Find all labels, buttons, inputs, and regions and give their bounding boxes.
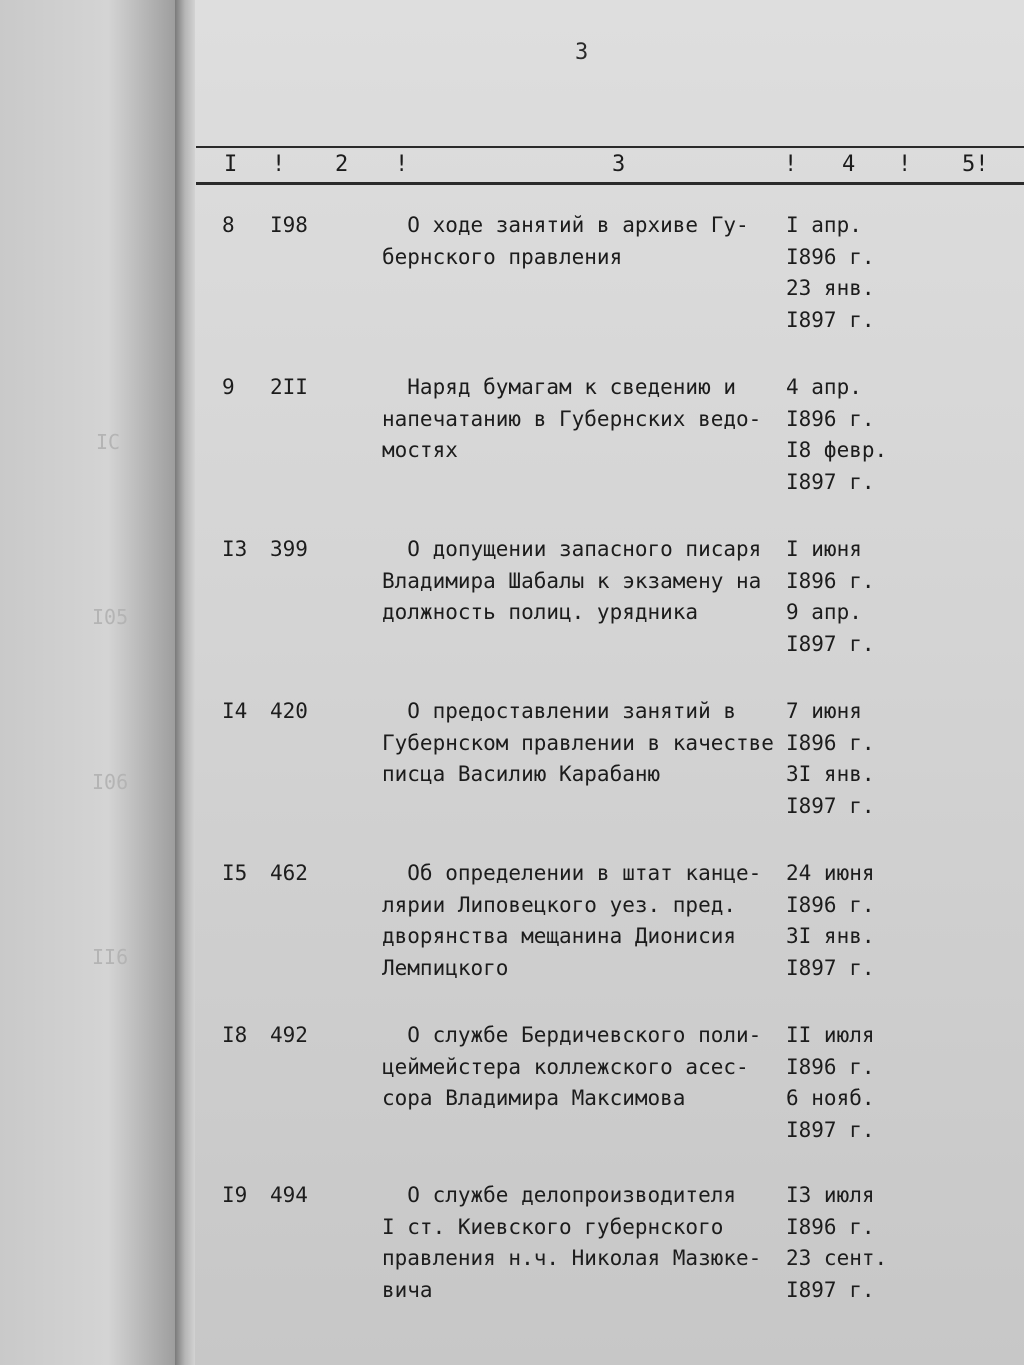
file-title [382, 210, 792, 273]
date-line: I897 г. [786, 469, 875, 494]
file-dates [786, 696, 916, 822]
row-number: 9 [222, 375, 235, 399]
file-number: 2II [270, 375, 308, 399]
row-number: I4 [222, 699, 248, 723]
date-line: I апр. [786, 213, 862, 237]
date-line: 24 июня [786, 861, 875, 885]
date-line: I897 г. [786, 631, 875, 656]
date-line: 7 июня [786, 699, 862, 723]
date-line: I897 г. [786, 1117, 875, 1142]
file-title-line: правления н.ч. Николая Мазюке- [382, 1246, 762, 1270]
row-number: 8 [222, 213, 235, 237]
date-line: I896 г. [786, 244, 875, 269]
header-col-4: 4 [842, 152, 856, 177]
file-title-line: напечатанию в Губернских ведо- [382, 406, 762, 431]
book-gutter [175, 0, 197, 1365]
file-title-line: лярии Липовецкого уез. пред. [382, 892, 737, 917]
date-line: I897 г. [786, 793, 875, 818]
file-number: 462 [270, 861, 308, 885]
date-line: I896 г. [786, 568, 875, 593]
file-title [382, 696, 792, 791]
date-line: I897 г. [786, 1277, 875, 1302]
date-line: 9 апр. [786, 600, 862, 624]
file-dates [786, 372, 916, 498]
file-title-line: О службе делопроизводителя [382, 1183, 737, 1207]
file-number: I98 [270, 213, 308, 237]
date-line: 3I янв. [786, 762, 875, 786]
row-number: I9 [222, 1183, 248, 1207]
date-line: I897 г. [786, 307, 875, 332]
file-title-line: Губернском правлении в качестве [382, 730, 774, 755]
file-dates [786, 210, 916, 336]
header-separator: ! [784, 152, 798, 177]
file-title-line: I ст. Киевского губернского [382, 1214, 724, 1239]
file-title-line: О службе Бердичевского поли- [382, 1023, 762, 1047]
header-col-2: 2 [335, 152, 349, 177]
date-line: I896 г. [786, 1054, 875, 1079]
file-title [382, 1020, 792, 1115]
document-page [195, 0, 1024, 1365]
file-title [382, 372, 792, 467]
left-page-ghost-mark: I06 [92, 770, 129, 794]
file-title-line: О предоставлении занятий в [382, 699, 737, 723]
file-number: 492 [270, 1023, 308, 1047]
date-line: 23 сент. [786, 1246, 888, 1270]
date-line: I896 г. [786, 730, 875, 755]
file-title-line: Наряд бумагам к сведению и [382, 375, 737, 399]
left-page-ghost-mark: II6 [92, 945, 129, 969]
file-dates [786, 534, 916, 660]
date-line: 23 янв. [786, 276, 875, 300]
date-line: 3I янв. [786, 924, 875, 948]
file-title-line: писца Василию Карабаню [382, 762, 661, 786]
file-title-line: дворянства мещанина Дионисия [382, 924, 737, 948]
file-title-line: О ходе занятий в архиве Гу- [382, 213, 749, 237]
file-title-line: Лемпицкого [382, 955, 509, 980]
file-number: 420 [270, 699, 308, 723]
page-number: 3 [575, 40, 589, 65]
row-number: I5 [222, 861, 248, 885]
header-separator: ! [395, 152, 409, 177]
header-top-rule [196, 146, 1024, 148]
file-title-line: цеймейстера коллежского асес- [382, 1054, 749, 1079]
file-title-line: бернского правления [382, 244, 623, 269]
file-dates [786, 858, 916, 984]
date-line: I июня [786, 537, 862, 561]
date-line: I897 г. [786, 955, 875, 980]
left-page [0, 0, 180, 1365]
file-title [382, 858, 792, 984]
file-dates [786, 1180, 916, 1306]
row-number: I8 [222, 1023, 248, 1047]
file-title-line: должность полиц. урядника [382, 600, 699, 624]
left-page-ghost-mark: IC [96, 430, 121, 454]
date-line: I896 г. [786, 892, 875, 917]
header-separator: ! [272, 152, 286, 177]
date-line: II июля [786, 1023, 875, 1047]
header-separator: ! [898, 152, 912, 177]
header-col-1: I [224, 152, 238, 177]
file-title-line: Об определении в штат канце- [382, 861, 762, 885]
header-col-5: 5! [962, 152, 989, 177]
header-col-3: 3 [612, 152, 626, 177]
file-number: 399 [270, 537, 308, 561]
file-title-line: вича [382, 1277, 433, 1302]
header-bottom-rule [196, 182, 1024, 185]
file-number: 494 [270, 1183, 308, 1207]
date-line: I896 г. [786, 406, 875, 431]
file-title [382, 534, 792, 629]
file-title-line: О допущении запасного писаря [382, 537, 762, 561]
file-title-line: сора Владимира Максимова [382, 1086, 686, 1110]
date-line: 6 нояб. [786, 1086, 875, 1110]
left-page-ghost-mark: I05 [92, 605, 129, 629]
date-line: I3 июля [786, 1183, 875, 1207]
file-dates [786, 1020, 916, 1146]
row-number: I3 [222, 537, 248, 561]
file-title [382, 1180, 792, 1306]
file-title-line: мостях [382, 438, 458, 462]
file-title-line: Владимира Шабалы к экзамену на [382, 568, 762, 593]
date-line: I896 г. [786, 1214, 875, 1239]
date-line: I8 февр. [786, 438, 888, 462]
date-line: 4 апр. [786, 375, 862, 399]
